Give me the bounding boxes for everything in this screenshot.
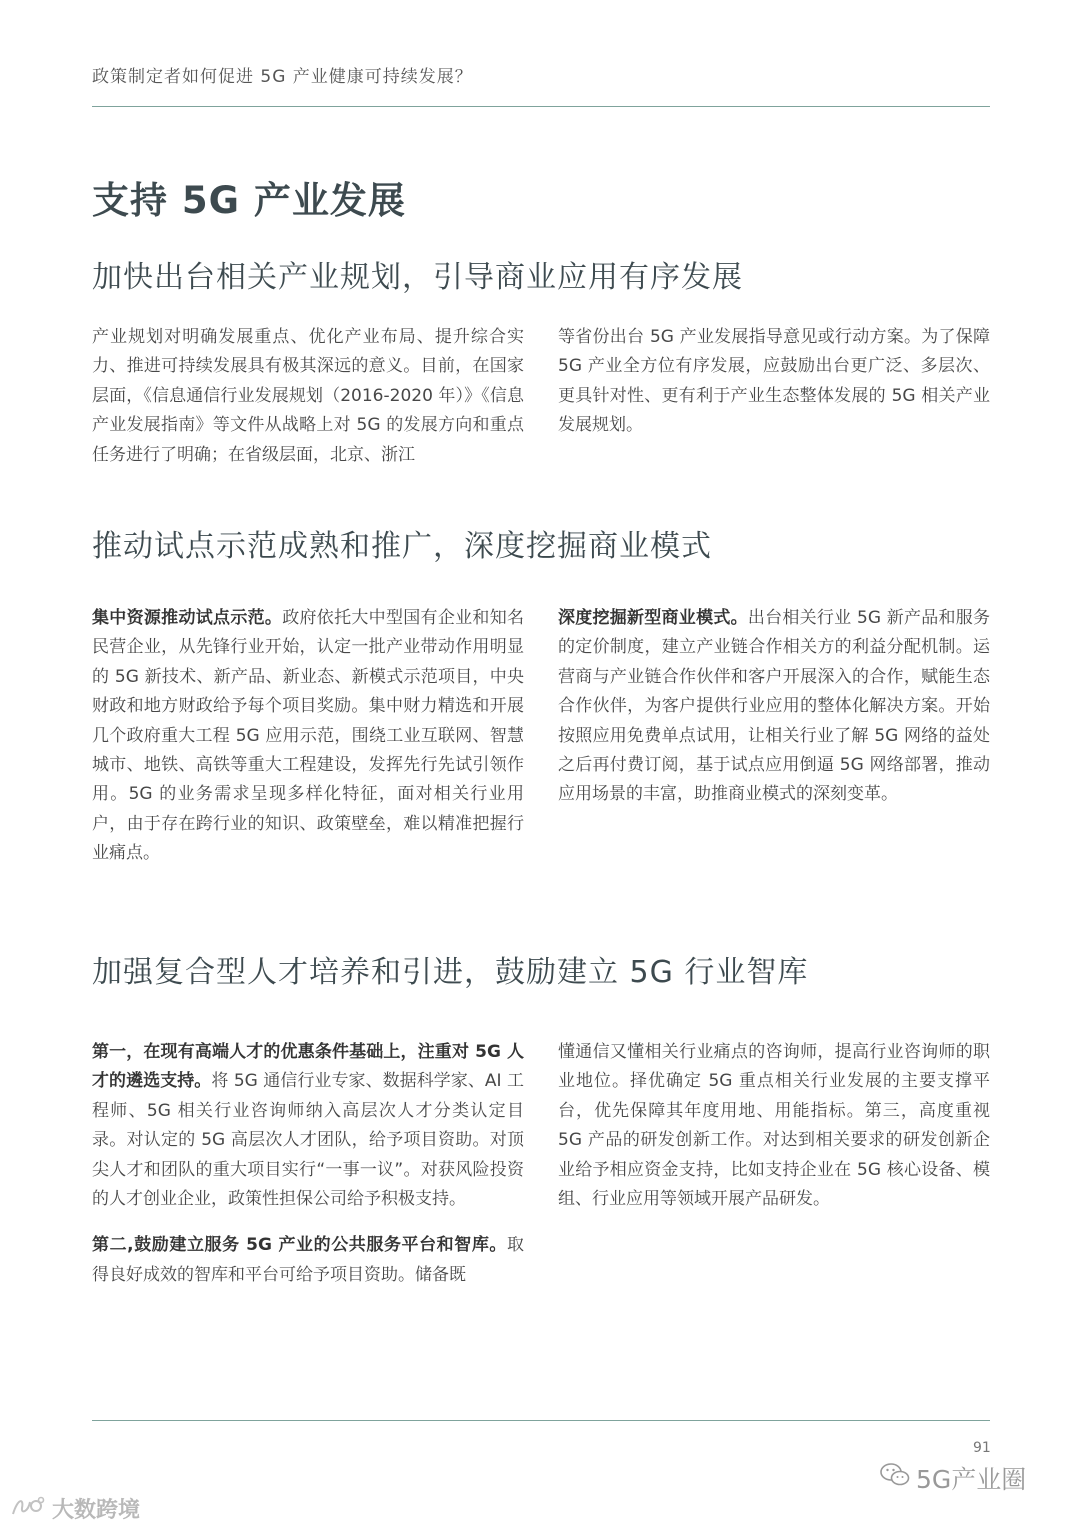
paragraph — [92, 1038, 524, 1214]
watermark-left — [10, 1493, 140, 1524]
lead-in: 集中资源推动试点示范。 — [92, 608, 283, 628]
paragraph — [558, 604, 990, 810]
page-number: 91 — [973, 1440, 991, 1456]
watermark-text: 大数跨境 — [52, 1498, 141, 1523]
watermark-text: 5G产业圈 — [916, 1465, 1027, 1494]
sub1-right-column — [558, 323, 990, 441]
paragraph: 等省份出台 5G 产业发展指导意见或行动方案。为了保障 5G 产业全方位有序发展，应鼓励出台更广泛、多层次、更具针对性、更有利于产业生态整体发展的 5G 相关产业发展规划。 — [558, 327, 990, 436]
body-text: 将 5G 通信行业专家、数据科学家、AI 工程师、5G 相关行业咨询师纳入高层次人才分类认定目录。对认定的 5G 高层次人才团队，给予项目资助。对顶尖人才和团队的重大项目实行“一事一议”。对获风险投资的人才创业企业，政策性担保公司给予积极支持。 — [92, 1071, 525, 1210]
paragraph — [92, 1231, 524, 1290]
footer-divider — [92, 1420, 990, 1421]
sub3-right-column — [558, 1038, 990, 1214]
paragraph: 懂通信又懂相关行业痛点的咨询师，提高行业咨询师的职业地位。择优确定 5G 重点相关行业发展的主要支撑平台，优先保障其年度用地、用能指标。第三，高度重视 5G 产品的研发创新工作。对达到相关要求的研发创新企业给予相应资金支持，比如支持企业在 5G 核心设备、模组、行业应用等领域开展产品研发。 — [558, 1042, 990, 1210]
watermark-right — [880, 1460, 1026, 1496]
lead-in: 深度挖掘新型商业模式。 — [558, 608, 748, 628]
section-title: 支持 5G 产业发展 — [92, 179, 406, 222]
paragraph: 产业规划对明确发展重点、优化产业布局、提升综合实力、推进可持续发展具有极其深远的意义。目前，在国家层面，《信息通信行业发展规划（2016-2020 年）》《信息产业发展指南》等文件从战略上对 5G 的发展方向和重点任务进行了明确；在省级层面，北京、浙江 — [92, 327, 524, 465]
body-text: 出台相关行业 5G 新产品和服务的定价制度，建立产业链合作相关方的利益分配机制。运营商与产业链合作伙伴和客户开展深入的合作，赋能生态合作伙伴，为客户提供行业应用的整体化解决方案。开始按照应用免费单点试用，让相关行业了解 5G 网络的益处之后再付费订阅，基于试点应用倒逼 5G 网络部署，推动应用场景的丰富，助推商业模式的深刻变革。 — [558, 608, 991, 805]
paragraph — [92, 604, 524, 869]
running-header: 政策制定者如何促进 5G 产业健康可持续发展？ — [92, 67, 473, 87]
sub3-left-column — [92, 1038, 524, 1290]
lead-in: 第二,鼓励建立服务 5G 产业的公共服务平台和智库。 — [92, 1235, 507, 1256]
lead-in: 第一，在现有高端人才的优惠条件基础上，注重对 5G 人才的遴选支持。 — [92, 1042, 524, 1092]
subsection-title-1: 加快出台相关产业规划，引导商业应用有序发展 — [92, 260, 743, 295]
sub2-left-column — [92, 604, 524, 869]
header-divider — [92, 106, 990, 107]
body-text: 取得良好成效的智库和平台可给予项目资助。储备既 — [92, 1235, 524, 1285]
wechat-icon — [880, 1462, 910, 1494]
body-text: 政府依托大中型国有企业和知名民营企业，从先锋行业开始，认定一批产业带动作用明显的 5G 新技术、新产品、新业态、新模式示范项目，中央财政和地方财政给予每个项目奖励。集中财力精选和开展几个政府重大工程 5G 应用示范，围绕工业互联网、智慧城市、地铁、高铁等重大工程建设，发挥先行先试引领作用。5G 的业务需求呈现多样化特征，面对相关行业用户，由于存在跨行业的知识、政策壁垒，难以精准把握行业痛点。 — [92, 608, 525, 864]
brand-logo-icon — [10, 1494, 46, 1524]
subsection-title-2: 推动试点示范成熟和推广，深度挖掘商业模式 — [92, 529, 712, 564]
sub2-right-column — [558, 604, 990, 810]
subsection-title-3: 加强复合型人才培养和引进，鼓励建立 5G 行业智库 — [92, 955, 809, 990]
sub1-left-column — [92, 323, 524, 470]
